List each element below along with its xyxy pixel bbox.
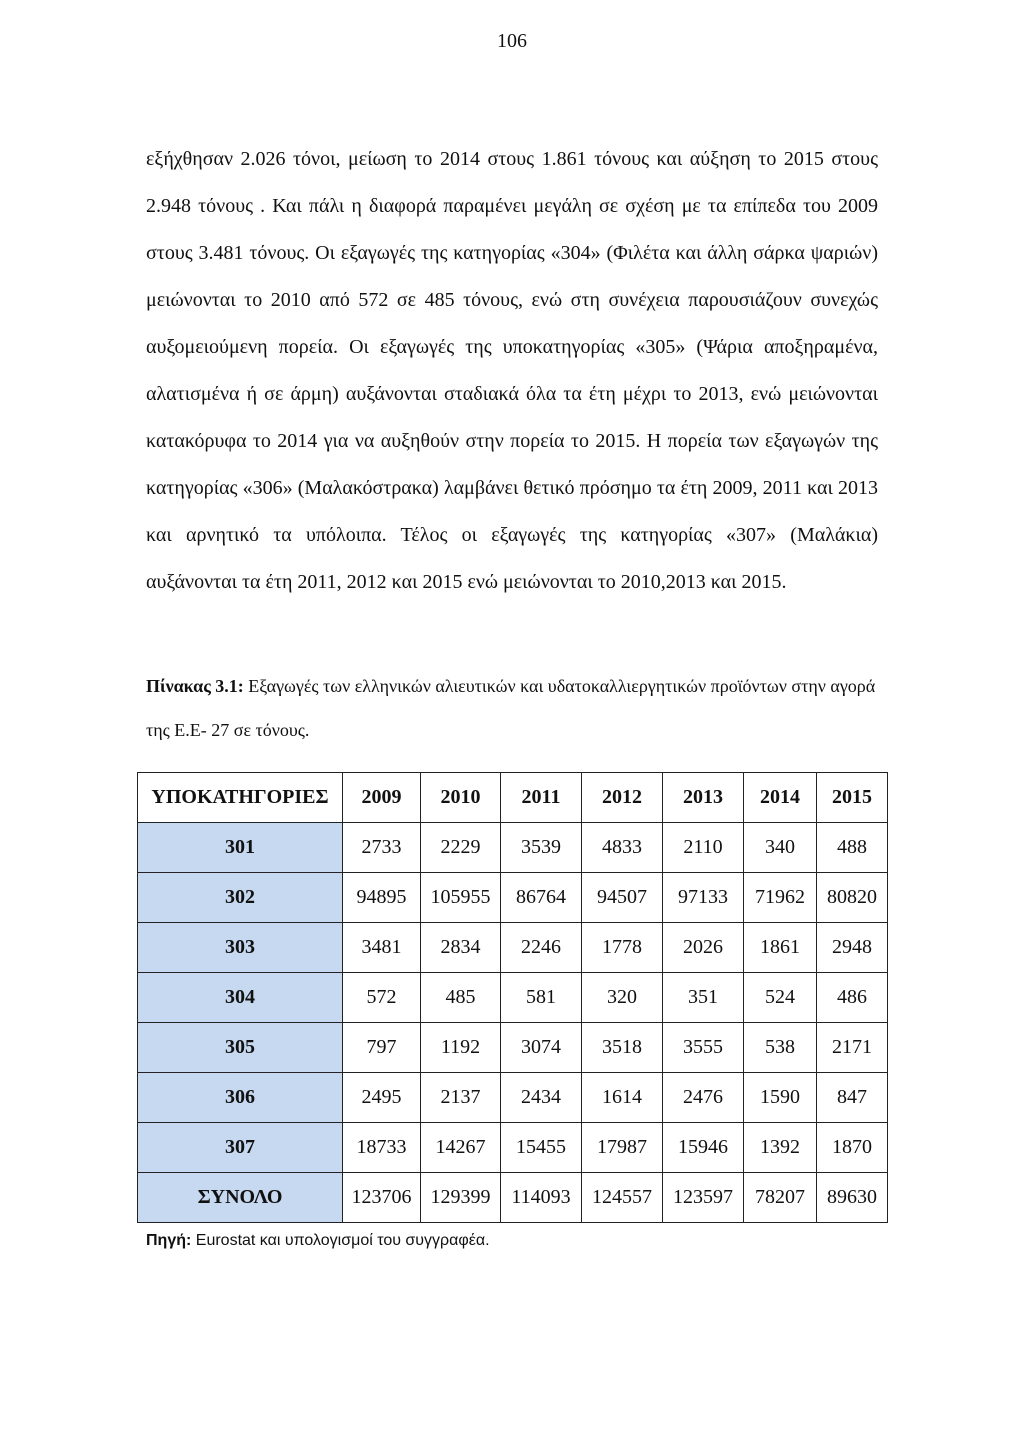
table-cell: 572 <box>343 973 421 1023</box>
table-cell: 488 <box>817 823 888 873</box>
table-cell: 123597 <box>663 1173 744 1223</box>
header-year: 2014 <box>744 773 817 823</box>
table-cell: 3518 <box>582 1023 663 1073</box>
table-cell: 538 <box>744 1023 817 1073</box>
table-cell: 486 <box>817 973 888 1023</box>
table-cell: 1614 <box>582 1073 663 1123</box>
source-label: Πηγή: <box>146 1232 192 1249</box>
row-label: 303 <box>138 923 343 973</box>
table-cell: 18733 <box>343 1123 421 1173</box>
source-note <box>146 1232 490 1250</box>
table-cell: 94895 <box>343 873 421 923</box>
row-label: 306 <box>138 1073 343 1123</box>
table-cell: 80820 <box>817 873 888 923</box>
body-text <box>146 136 878 606</box>
table-cell: 14267 <box>421 1123 501 1173</box>
row-label: 304 <box>138 973 343 1023</box>
table-cell: 15455 <box>501 1123 582 1173</box>
table-cell: 2110 <box>663 823 744 873</box>
table-cell: 847 <box>817 1073 888 1123</box>
table-cell: 78207 <box>744 1173 817 1223</box>
table-row <box>138 1173 888 1223</box>
header-year: 2012 <box>582 773 663 823</box>
table-cell: 94507 <box>582 873 663 923</box>
table-cell: 3539 <box>501 823 582 873</box>
table-cell: 3074 <box>501 1023 582 1073</box>
table-cell: 320 <box>582 973 663 1023</box>
table-cell: 71962 <box>744 873 817 923</box>
table-cell: 2026 <box>663 923 744 973</box>
table-cell: 17987 <box>582 1123 663 1173</box>
table-cell: 2476 <box>663 1073 744 1123</box>
header-year: 2011 <box>501 773 582 823</box>
table-cell: 124557 <box>582 1173 663 1223</box>
table-cell: 581 <box>501 973 582 1023</box>
page-number: 106 <box>497 30 527 52</box>
table-cell: 105955 <box>421 873 501 923</box>
header-year: 2015 <box>817 773 888 823</box>
table-cell: 340 <box>744 823 817 873</box>
table-cell: 2834 <box>421 923 501 973</box>
row-label: 305 <box>138 1023 343 1073</box>
header-year: 2010 <box>421 773 501 823</box>
table-cell: 351 <box>663 973 744 1023</box>
table-cell: 524 <box>744 973 817 1023</box>
table-cell: 15946 <box>663 1123 744 1173</box>
body-paragraph: εξήχθησαν 2.026 τόνοι, μείωση το 2014 στους 1.861 τόνους και αύξηση το 2015 στους 2.948 τόνους . Και πάλι η διαφορά παραμένει μεγάλη σε σχέση με τα επίπεδα του 2009 στους 3.481 τόνους. Οι εξαγωγές της κατηγορίας «304» (Φιλέτα και άλλη σάρκα ψαριών) μειώνονται το 2010 από 572 σε 485 τόνους, ενώ στη συνέχεια παρουσιάζουν συνεχώς αυξομειούμενη πορεία. Οι εξαγωγές της υποκατηγορίας «305» (Ψάρια αποξηραμένα, αλατισμένα ή σε άρμη) αυξάνονται σταδιακά όλα τα έτη μέχρι το 2013, ενώ μειώνονται κατακόρυφα το 2014 για να αυξηθούν στην πορεία το 2015. Η πορεία των εξαγωγών της κατηγορίας «306» (Μαλακόστρακα) λαμβάνει θετικό πρόσημο τα έτη 2009, 2011 και 2013 και αρνητικό τα υπόλοιπα. Τέλος οι εξαγωγές της κατηγορίας «307» (Μαλάκια) αυξάνονται τα έτη 2011, 2012 και 2015 ενώ μειώνονται το 2010,2013 και 2015. <box>146 148 878 593</box>
table-row <box>138 1073 888 1123</box>
caption-label: Πίνακας 3.1: <box>146 676 244 696</box>
table-row <box>138 973 888 1023</box>
table-cell: 1778 <box>582 923 663 973</box>
table-cell: 2948 <box>817 923 888 973</box>
table-cell: 4833 <box>582 823 663 873</box>
source-text: Eurostat και υπολογισμοί του συγγραφέα. <box>191 1232 490 1249</box>
table-cell: 1861 <box>744 923 817 973</box>
table-cell: 2733 <box>343 823 421 873</box>
caption-text: Εξαγωγές των ελληνικών αλιευτικών και υδατοκαλλιεργητικών προϊόντων στην αγορά της Ε.Ε- 27 σε τόνους. <box>146 676 876 740</box>
row-label: 302 <box>138 873 343 923</box>
table-body <box>138 823 888 1223</box>
table-row <box>138 823 888 873</box>
table-cell: 2495 <box>343 1073 421 1123</box>
row-label: 301 <box>138 823 343 873</box>
row-label: ΣΥΝΟΛΟ <box>138 1173 343 1223</box>
table-row <box>138 873 888 923</box>
table-cell: 89630 <box>817 1173 888 1223</box>
exports-table <box>137 772 888 1223</box>
table-cell: 2434 <box>501 1073 582 1123</box>
table-cell: 797 <box>343 1023 421 1073</box>
table-cell: 1192 <box>421 1023 501 1073</box>
table-row <box>138 923 888 973</box>
row-label: 307 <box>138 1123 343 1173</box>
table-header-row <box>138 773 888 823</box>
table-cell: 3555 <box>663 1023 744 1073</box>
table-cell: 485 <box>421 973 501 1023</box>
table-cell: 2137 <box>421 1073 501 1123</box>
table-cell: 3481 <box>343 923 421 973</box>
table-cell: 2171 <box>817 1023 888 1073</box>
table-row <box>138 1023 888 1073</box>
table-cell: 97133 <box>663 873 744 923</box>
table-cell: 1392 <box>744 1123 817 1173</box>
table-cell: 1590 <box>744 1073 817 1123</box>
header-year: 2009 <box>343 773 421 823</box>
table-cell: 2229 <box>421 823 501 873</box>
table-cell: 1870 <box>817 1123 888 1173</box>
table-cell: 123706 <box>343 1173 421 1223</box>
table-cell: 86764 <box>501 873 582 923</box>
table-row <box>138 1123 888 1173</box>
header-subcategories: ΥΠΟΚΑΤΗΓΟΡΙΕΣ <box>138 773 343 823</box>
table-cell: 129399 <box>421 1173 501 1223</box>
header-year: 2013 <box>663 773 744 823</box>
table-cell: 2246 <box>501 923 582 973</box>
table-cell: 114093 <box>501 1173 582 1223</box>
table-caption <box>146 664 878 752</box>
